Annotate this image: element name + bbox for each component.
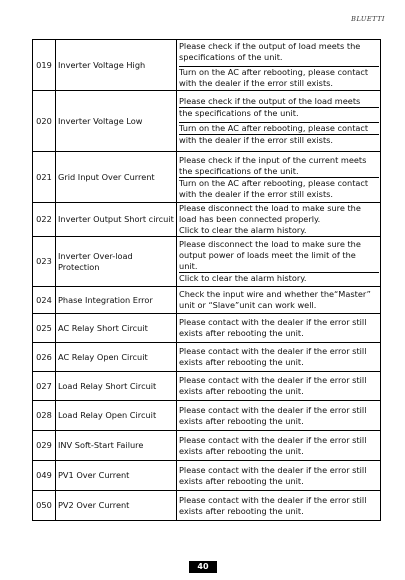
solution-line: Turn on the AC after rebooting, please contact (179, 122, 379, 134)
error-code: 025 (33, 314, 56, 343)
brand-logo: BLUETTI (351, 15, 385, 23)
error-solution (177, 203, 381, 237)
error-code: 023 (33, 237, 56, 287)
error-name: Phase Integration Error (56, 287, 177, 314)
error-row (33, 491, 381, 521)
error-name: Load Relay Short Circuit (56, 372, 177, 401)
solution-line: Turn on the AC after rebooting, please contact (179, 66, 379, 78)
error-code: 021 (33, 152, 56, 203)
error-solution (177, 237, 381, 287)
solution-line: Click to clear the alarm history. (179, 272, 379, 284)
solution-line: Please check if the output of load meets the (179, 41, 361, 51)
solution-line: Please contact with the dealer if the error still (179, 346, 367, 356)
error-name: PV2 Over Current (56, 491, 177, 521)
error-row (33, 287, 381, 314)
solution-line: Please contact with the dealer if the error still (179, 434, 367, 445)
error-solution (177, 343, 381, 372)
solution-line: Please contact with the dealer if the error still (179, 464, 367, 475)
error-code: 020 (33, 91, 56, 152)
solution-line: exists after rebooting the unit. (179, 505, 304, 516)
error-solution (177, 491, 381, 521)
solution-line: Please check if the input of the current meets (179, 154, 367, 165)
error-table-body (33, 40, 381, 521)
error-solution (177, 431, 381, 461)
error-code: 029 (33, 431, 56, 461)
error-solution (177, 40, 381, 91)
error-name: Grid Input Over Current (56, 152, 177, 203)
solution-line: with the dealer if the error still exists. (179, 78, 334, 88)
error-row (33, 203, 381, 237)
page-number: 40 (189, 561, 217, 573)
error-solution (177, 287, 381, 314)
error-solution (177, 152, 381, 203)
solution-line: the specifications of the unit. (179, 165, 299, 176)
error-row (33, 314, 381, 343)
error-code: 019 (33, 40, 56, 91)
solution-line: unit or “Slave”unit can work well. (179, 300, 317, 310)
solution-line: the specifications of the unit. (179, 107, 379, 119)
error-row (33, 431, 381, 461)
error-row (33, 40, 381, 91)
solution-line: exists after rebooting the unit. (179, 475, 304, 486)
error-code: 049 (33, 461, 56, 491)
error-row (33, 401, 381, 431)
solution-line: load has been connected properly. (179, 214, 321, 224)
solution-line: specifications of the unit. (179, 52, 283, 62)
solution-line: unit. (179, 261, 198, 271)
error-row (33, 152, 381, 203)
error-row (33, 372, 381, 401)
error-code: 024 (33, 287, 56, 314)
solution-line: Please check if the output of the load meets (179, 96, 361, 106)
error-row (33, 91, 381, 152)
error-name: Inverter Voltage Low (56, 91, 177, 152)
solution-line: Please contact with the dealer if the error still (179, 404, 367, 415)
error-code: 027 (33, 372, 56, 401)
error-code: 022 (33, 203, 56, 237)
error-name: Inverter Over-load Protection (56, 237, 177, 287)
solution-line: with the dealer if the error still exists. (179, 188, 334, 199)
error-solution (177, 372, 381, 401)
solution-line: exists after rebooting the unit. (179, 415, 304, 426)
error-code: 026 (33, 343, 56, 372)
error-solution (177, 461, 381, 491)
error-name: AC Relay Short Circuit (56, 314, 177, 343)
solution-line: Turn on the AC after rebooting, please contact (179, 177, 379, 189)
solution-line: Please disconnect the load to make sure the (179, 239, 361, 249)
solution-line: exists after rebooting the unit. (179, 445, 304, 456)
solution-line: Please contact with the dealer if the error still (179, 494, 367, 505)
error-name: PV1 Over Current (56, 461, 177, 491)
solution-line: exists after rebooting the unit. (179, 328, 304, 338)
solution-line: Please contact with the dealer if the error still (179, 375, 367, 385)
error-name: Load Relay Open Circuit (56, 401, 177, 431)
solution-line: with the dealer if the error still exists. (179, 134, 379, 146)
error-solution (177, 91, 381, 152)
solution-line: Please disconnect the load to make sure the (179, 203, 361, 213)
solution-line: Check the input wire and whether the“Master” (179, 289, 371, 299)
solution-line: Please contact with the dealer if the error still (179, 317, 367, 327)
error-code: 050 (33, 491, 56, 521)
solution-line: exists after rebooting the unit. (179, 386, 304, 396)
error-row (33, 343, 381, 372)
error-name: AC Relay Open Circuit (56, 343, 177, 372)
error-solution (177, 314, 381, 343)
error-code-table (32, 39, 381, 521)
error-row (33, 237, 381, 287)
solution-line: output power of loads meet the limit of the (179, 250, 356, 260)
error-name: INV Soft-Start Failure (56, 431, 177, 461)
error-name: Inverter Voltage High (56, 40, 177, 91)
error-code: 028 (33, 401, 56, 431)
error-row (33, 461, 381, 491)
error-name: Inverter Output Short circuit (56, 203, 177, 237)
error-solution (177, 401, 381, 431)
solution-line: exists after rebooting the unit. (179, 357, 304, 367)
solution-line: Click to clear the alarm history. (179, 225, 307, 235)
